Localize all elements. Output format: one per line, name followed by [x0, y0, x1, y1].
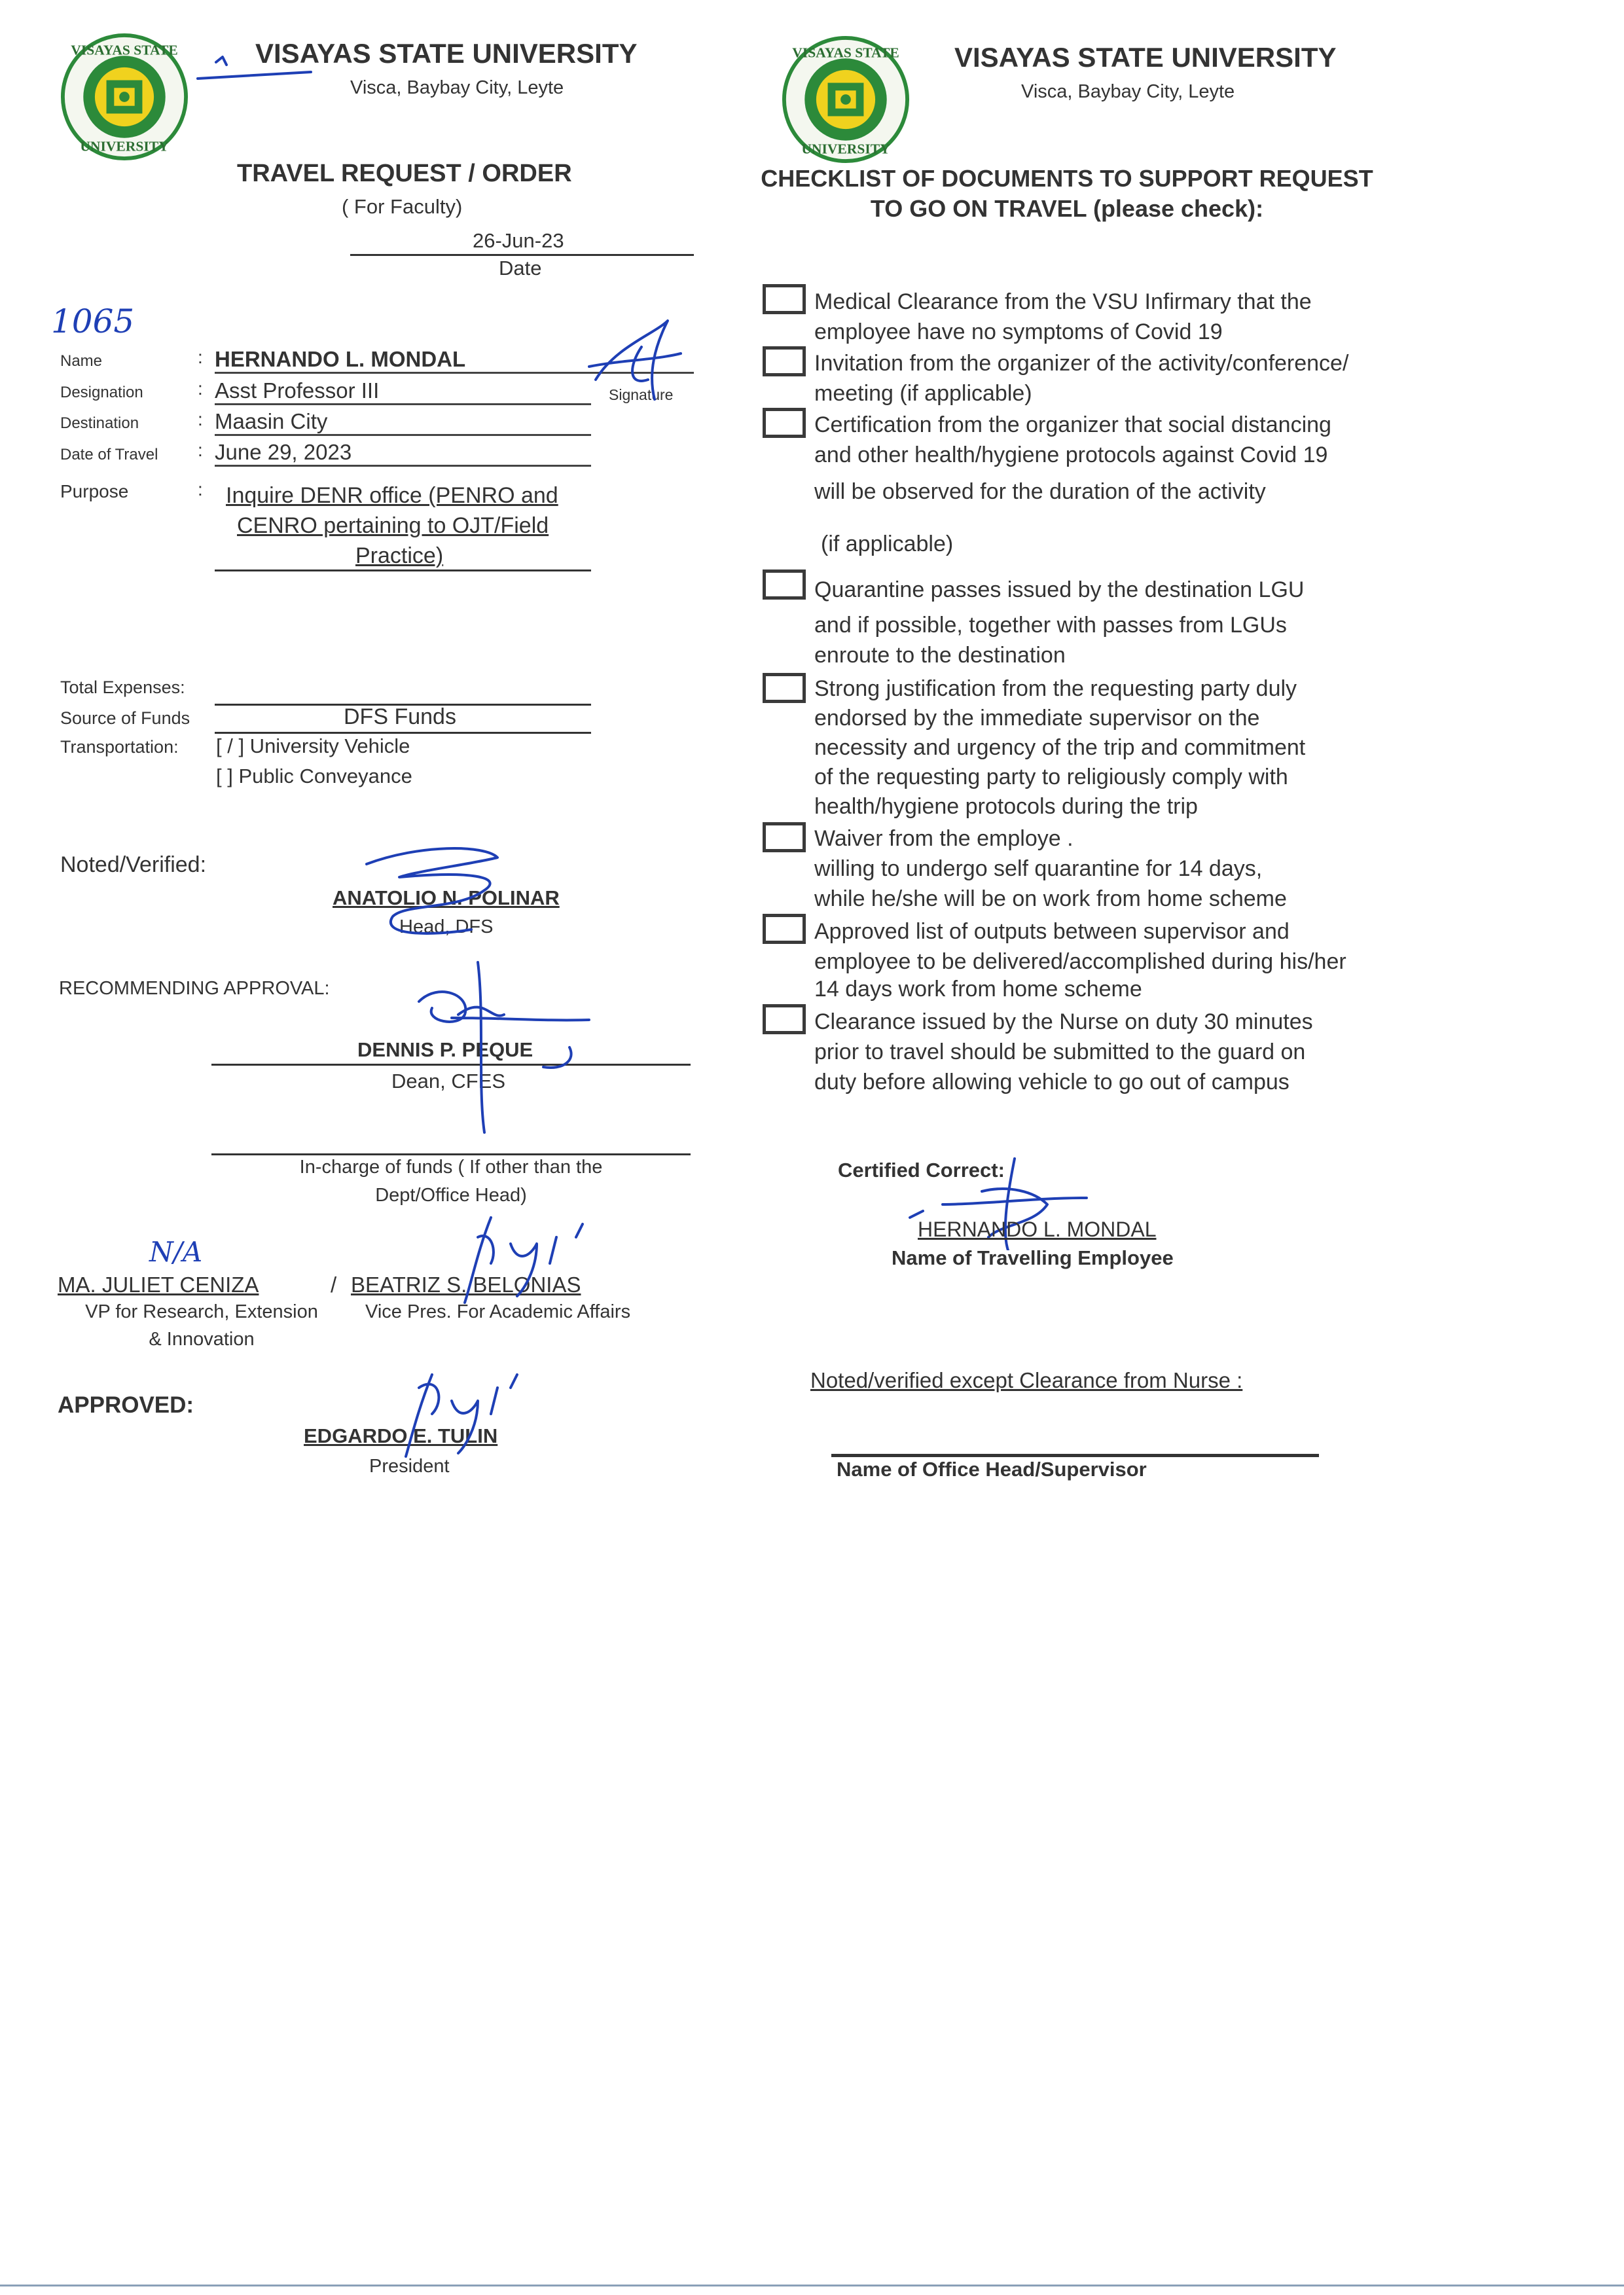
handwritten-number: 1065 [51, 302, 135, 340]
designation-value: Asst Professor III [215, 378, 591, 405]
transport-option-public-conveyance: [ ] Public Conveyance [216, 765, 412, 787]
colon: : [198, 378, 203, 399]
checkbox-quarantine-passes[interactable] [763, 569, 806, 600]
name-label: Name [60, 352, 103, 370]
checklist-title-line-2: TO GO ON TRAVEL (please check): [870, 195, 1264, 222]
date-line [350, 254, 694, 256]
checklist-title-line-1: CHECKLIST OF DOCUMENTS TO SUPPORT REQUEST [761, 165, 1373, 192]
president-signature [393, 1362, 537, 1460]
checkbox-invitation[interactable] [763, 346, 806, 376]
recommending-title: Dean, CFES [391, 1070, 506, 1093]
svg-text:UNIVERSITY: UNIVERSITY [801, 141, 890, 157]
transportation-label: Transportation: [60, 737, 179, 757]
vp-research-title-line-1: VP for Research, Extension [85, 1301, 318, 1322]
funds-label-line-2: Dept/Office Head) [375, 1185, 527, 1206]
recommending-signature [412, 956, 596, 1139]
transport-option-university-vehicle: [ / ] University Vehicle [216, 734, 410, 757]
scan-edge-line [0, 2285, 1624, 2286]
purpose-line [215, 569, 591, 571]
colon: : [198, 440, 203, 460]
na-mark: N/A [149, 1236, 203, 1268]
university-address: Visca, Baybay City, Leyte [1021, 81, 1235, 102]
university-seal-logo [60, 33, 189, 161]
vp-academic-signature [452, 1211, 609, 1309]
university-address: Visca, Baybay City, Leyte [350, 77, 564, 98]
vp-research-name: MA. JULIET CENIZA [58, 1273, 259, 1297]
svg-text:VISAYAS STATE: VISAYAS STATE [71, 42, 178, 58]
checklist-item-approved-outputs: Approved list of outputs between supervisor and employee to be delivered/accomplished during his/her 14 days work from home scheme [814, 919, 1346, 1002]
checklist-item-certification: Certification from the organizer that social distancing and other health/hygiene protocols against Covid 19 will be observed for the duration of the activity (if applicable) [814, 412, 1331, 556]
checkbox-strong-justification[interactable] [763, 673, 806, 703]
date-of-travel-label: Date of Travel [60, 446, 158, 463]
form-subtitle: ( For Faculty) [342, 195, 463, 218]
designation-label: Designation [60, 384, 143, 401]
checkbox-medical-clearance[interactable] [763, 284, 806, 314]
vp-research-title-line-2: & Innovation [149, 1329, 255, 1350]
date-value: 26-Jun-23 [473, 229, 564, 252]
checklist-item-nurse-clearance: Clearance issued by the Nurse on duty 30 minutes prior to travel should be submitted to the guard on duty before allowing vehicle to go out of campus [814, 1009, 1313, 1094]
destination-label: Destination [60, 414, 139, 432]
university-name: VISAYAS STATE UNIVERSITY [255, 38, 638, 69]
recommending-approval-label: RECOMMENDING APPROVAL: [59, 978, 330, 999]
noted-except-label: Noted/verified except Clearance from Nurse : [810, 1368, 1243, 1392]
certified-correct-label: Certified Correct: [838, 1159, 1005, 1182]
checklist-item-strong-justification: Strong justification from the requesting party duly endorsed by the immediate supervisor on the necessity and urgency of the trip and commitment of the requesting party to religiously comply with health/hygiene protocols during the trip [814, 676, 1306, 819]
noted-by-signature [340, 838, 537, 943]
funds-line [211, 1153, 691, 1155]
funds-label-line-1: In-charge of funds ( If other than the [299, 1157, 603, 1178]
source-of-funds-line [215, 732, 591, 734]
name-value: HERNANDO L. MONDAL [215, 347, 694, 374]
date-of-travel-value: June 29, 2023 [215, 440, 591, 467]
noted-by-title: Head, DFS [399, 916, 494, 937]
traveller-name: HERNANDO L. MONDAL [918, 1218, 1157, 1241]
president-title: President [369, 1456, 450, 1477]
office-head-line [831, 1454, 1319, 1457]
checkbox-approved-outputs[interactable] [763, 914, 806, 944]
noted-by-name: ANATOLIO N. POLINAR [333, 886, 560, 909]
approved-label: APPROVED: [58, 1392, 194, 1418]
colon: : [198, 409, 203, 429]
source-of-funds-label: Source of Funds [60, 708, 190, 728]
checklist-item-quarantine-passes: Quarantine passes issued by the destination LGU and if possible, together with passes from LGUs enroute to the destination [814, 577, 1305, 668]
checkbox-certification[interactable] [763, 408, 806, 438]
signature-label: Signature [609, 386, 674, 403]
svg-text:VISAYAS STATE: VISAYAS STATE [792, 45, 899, 61]
noted-verified-label: Noted/Verified: [60, 852, 207, 877]
traveller-signature [576, 308, 687, 406]
president-name: EDGARDO E. TULIN [304, 1424, 498, 1447]
university-seal-logo [782, 35, 910, 164]
office-head-label: Name of Office Head/Supervisor [837, 1458, 1147, 1481]
purpose-line-3: Practice) [355, 543, 444, 568]
form-title: TRAVEL REQUEST / ORDER [237, 160, 572, 187]
date-label: Date [499, 257, 542, 280]
purpose-line-1: Inquire DENR office (PENRO and [226, 483, 558, 508]
destination-value: Maasin City [215, 409, 591, 436]
university-name: VISAYAS STATE UNIVERSITY [954, 42, 1337, 73]
traveller-name-label: Name of Travelling Employee [892, 1246, 1174, 1269]
recommending-name: DENNIS P. PEQUE [357, 1038, 533, 1061]
vp-academic-title: Vice Pres. For Academic Affairs [365, 1301, 631, 1322]
purpose-line-2: CENRO pertaining to OJT/Field [237, 513, 549, 538]
checklist-item-invitation: Invitation from the organizer of the activity/conference/ meeting (if applicable) [814, 351, 1349, 406]
pen-stroke-mark [196, 52, 314, 92]
vp-academic-name: BEATRIZ S. BELONIAS [351, 1273, 581, 1297]
vp-separator: / [331, 1273, 337, 1297]
checkbox-nurse-clearance[interactable] [763, 1004, 806, 1034]
checkbox-waiver[interactable] [763, 822, 806, 852]
total-expenses-label: Total Expenses: [60, 678, 185, 697]
colon: : [198, 347, 203, 367]
checklist-item-medical-clearance: Medical Clearance from the VSU Infirmary that the employee have no symptoms of Covid 19 [814, 289, 1312, 344]
purpose-label: Purpose [60, 481, 129, 501]
svg-text:UNIVERSITY: UNIVERSITY [80, 138, 169, 154]
source-of-funds-value: DFS Funds [344, 704, 456, 729]
checklist-item-waiver: Waiver from the employe . willing to undergo self quarantine for 14 days, while he/she will be on work from home scheme [814, 826, 1287, 911]
colon: : [198, 479, 203, 499]
